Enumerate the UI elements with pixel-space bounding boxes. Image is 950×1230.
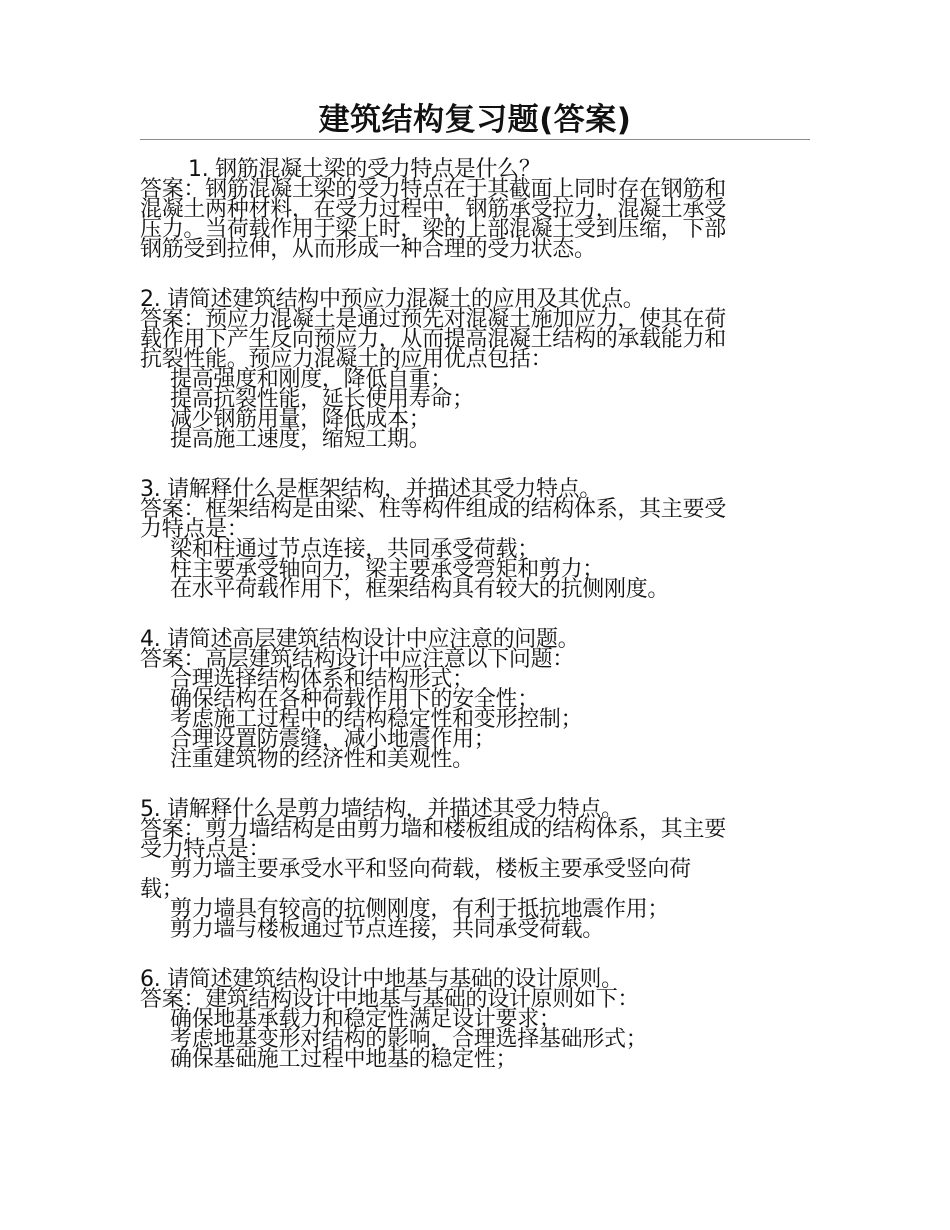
- answer-list-item: 确保结构在各种荷载作用下的安全性；: [170, 687, 539, 712]
- answer-list-item: 梁和柱通过节点连接，共同承受荷载；: [170, 537, 539, 562]
- question-section-3: [140, 477, 810, 602]
- answer-list-item: 柱主要承受轴向力，梁主要承受弯矩和剪力；: [170, 557, 605, 582]
- answer-line: 答案：高层建筑结构设计中应注意以下问题：: [140, 647, 575, 672]
- answer-line: 答案：建筑结构设计中地基与基础的设计原则如下：: [140, 987, 640, 1012]
- answer-list-item: 在水平荷载作用下，框架结构具有较大的抗侧刚度。: [170, 577, 670, 602]
- answer-line: 答案：预应力混凝土是通过预先对混凝土施加应力，使其在荷: [140, 307, 726, 332]
- answer-list-item: 合理设置防震缝，减小地震作用；: [170, 727, 496, 752]
- answer-list-item: 确保地基承载力和稳定性满足设计要求；: [170, 1007, 561, 1032]
- title-underline: [140, 139, 810, 140]
- answer-line: 答案：框架结构是由梁、柱等构件组成的结构体系，其主要受: [140, 497, 726, 522]
- question-section-6: [140, 967, 810, 1072]
- question-text: 4. 请简述高层建筑结构设计中应注意的问题。: [140, 627, 580, 652]
- answer-line: 载作用下产生反向预应力，从而提高混凝土结构的承载能力和: [140, 327, 726, 352]
- question-text: 2. 请简述建筑结构中预应力混凝土的应用及其优点。: [140, 287, 645, 312]
- question-section-2: [140, 287, 810, 452]
- question-text: 6. 请简述建筑结构设计中地基与基础的设计原则。: [140, 967, 623, 992]
- answer-list-item: 确保基础施工过程中地基的稳定性；: [170, 1047, 518, 1072]
- answer-list-item: 提高强度和刚度，降低自重；: [170, 367, 453, 392]
- answer-list-item: 剪力墙主要承受水平和竖向荷载，楼板主要承受竖向荷: [170, 857, 691, 882]
- answer-line: 钢筋受到拉伸，从而形成一种合理的受力状态。: [140, 237, 596, 262]
- answer-list-item: 提高抗裂性能，延长使用寿命；: [170, 387, 474, 412]
- answer-line: 受力特点是：: [140, 837, 271, 862]
- answer-list-item-continuation: 载；: [140, 877, 184, 902]
- answer-list-item: 减少钢筋用量，降低成本；: [170, 407, 431, 432]
- question-section-5: [140, 797, 810, 942]
- answer-list-item: 剪力墙具有较高的抗侧刚度，有利于抵抗地震作用；: [170, 897, 670, 922]
- answer-line: 力特点是：: [140, 517, 249, 542]
- answer-line: 答案：剪力墙结构是由剪力墙和楼板组成的结构体系，其主要: [140, 817, 726, 842]
- answer-list-item: 考虑施工过程中的结构稳定性和变形控制；: [170, 707, 583, 732]
- document-body: [140, 157, 810, 1100]
- answer-line: 答案：钢筋混凝土梁的受力特点在于其截面上同时存在钢筋和: [140, 177, 726, 202]
- question-text: 3. 请解释什么是框架结构，并描述其受力特点。: [140, 477, 602, 502]
- question-text: 1. 钢筋混凝土梁的受力特点是什么？: [188, 157, 541, 182]
- document-title: 建筑结构复习题(答案): [318, 102, 632, 138]
- answer-line: 混凝土两种材料，在受力过程中，钢筋承受拉力，混凝土承受: [140, 197, 726, 222]
- answer-list-item: 注重建筑物的经济性和美观性。: [170, 747, 474, 772]
- question-text: 5. 请解释什么是剪力墙结构，并描述其受力特点。: [140, 797, 623, 822]
- question-section-1: [140, 157, 810, 262]
- answer-line: 压力。当荷载作用于梁上时，梁的上部混凝土受到压缩，下部: [140, 217, 726, 242]
- answer-list-item: 提高施工速度，缩短工期。: [170, 427, 431, 452]
- question-section-4: [140, 627, 810, 772]
- answer-list-item: 考虑地基变形对结构的影响，合理选择基础形式；: [170, 1027, 648, 1052]
- answer-list-item: 剪力墙与楼板通过节点连接，共同承受荷载。: [170, 917, 605, 942]
- answer-list-item: 合理选择结构体系和结构形式；: [170, 667, 474, 692]
- answer-line: 抗裂性能。预应力混凝土的应用优点包括：: [140, 347, 553, 372]
